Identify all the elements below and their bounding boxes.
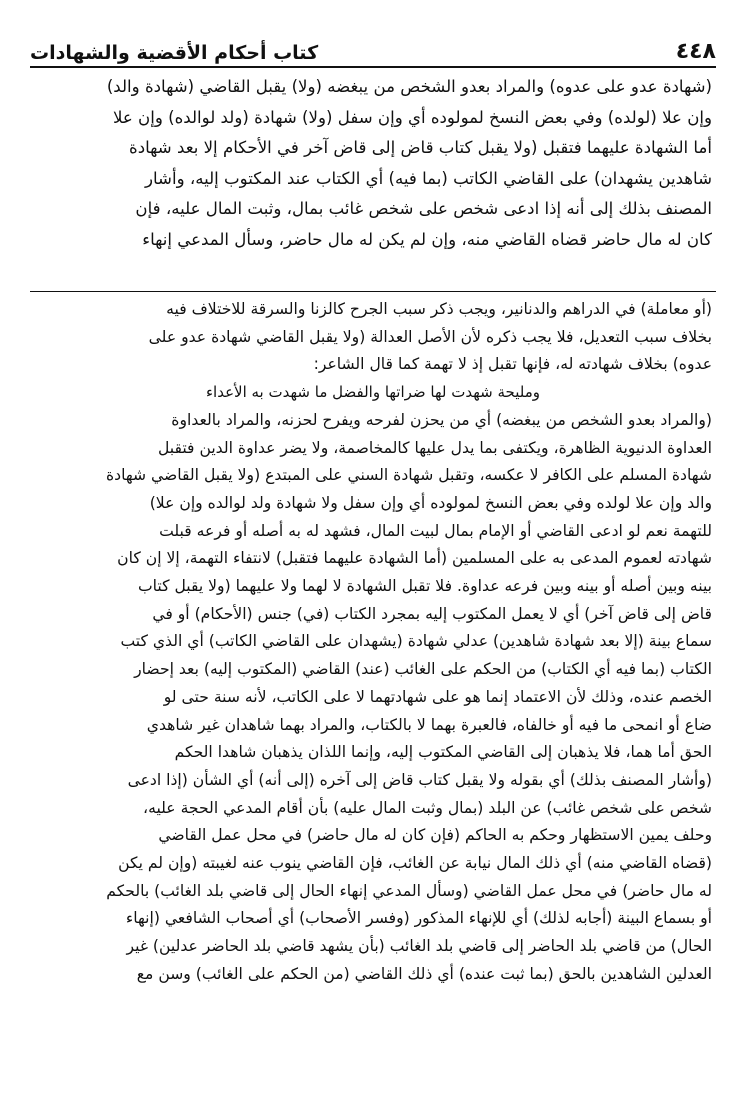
header-rule bbox=[30, 66, 716, 68]
page-header bbox=[30, 30, 716, 64]
page-number: ٤٤٨ bbox=[675, 39, 716, 64]
commentary-line: له مال حاضر) في محل عمل القاضي (وسأل المدعي إنهاء الحال إلى قاضي بلد الغائب) بالحكم bbox=[106, 881, 712, 900]
commentary-line: عدوه) بخلاف شهادته له، فإنها تقبل إذ لا تهمة كما قال الشاعر: bbox=[313, 355, 712, 374]
main-text-line: شاهدين يشهدان) على القاضي الكاتب (بما فيه) أي الكتاب عند المكتوب إليه، وأشار bbox=[144, 168, 712, 188]
main-text-line: كان له مال حاضر قضاه القاضي منه، وإن لم يكن له مال حاضر، وسأل المدعي إنهاء bbox=[142, 229, 712, 249]
commentary-line: شخص على شخص غائب) عن البلد (بمال وثبت المال عليه) بأن أقام المدعي الحجة عليه، bbox=[143, 798, 712, 817]
commentary-line: الخصم عنده، وذلك لأن الاعتماد إنما هو على شهادتهما لا على الكاتب، لأنه سنة حتى لو bbox=[163, 687, 712, 706]
commentary-line: أو بسماع البينة (أجابه لذلك) أي للإنهاء المذكور (وفسر الأصحاب) أي أصحاب الشافعي (إنهاء bbox=[125, 909, 712, 928]
main-text-line: أما الشهادة عليهما فتقبل (ولا يقبل كتاب قاض إلى قاض آخر في الأحكام إلا بعد شهادة bbox=[129, 138, 712, 157]
commentary-line: ضاع أو انمحى ما فيه أو خالفاه، فالعبرة بهما لا بالكتاب، والمراد بهما شاهدان غير شاهدي bbox=[146, 715, 712, 734]
main-text-line: المصنف بذلك إلى أنه إذا ادعى شخص على شخص غائب بمال، وثبت المال عليه، فإن bbox=[135, 199, 712, 218]
main-text-line: وإن علا (لولده) وفي بعض النسخ لمولوده أي وإن سفل (ولا) شهادة (ولد لوالده) وإن علا bbox=[112, 107, 712, 127]
poetry-verse: ومليحة شهدت لها ضراتها والفضل ما شهدت به الأعداء bbox=[205, 383, 540, 402]
main-text-line: (شهادة عدو على عدوه) والمراد بعدو الشخص من يبغضه (ولا) يقبل القاضي (شهادة والد) bbox=[106, 77, 712, 96]
commentary-line: الحق أما هما، فلا يذهبان إلى القاضي المكتوب إليه، وإنما اللذان يذهبان شاهدا الحكم bbox=[174, 743, 712, 762]
main-text bbox=[34, 72, 712, 255]
book-title: كتاب أحكام الأقضية والشهادات bbox=[30, 42, 319, 64]
commentary-line: بينه وبين أصله أو بينه وبين فرعه عداوة. فلا تقبل الشهادة لا لهما ولا عليهما (ولا يقبل كتاب bbox=[137, 577, 712, 596]
footnote-separator bbox=[30, 291, 716, 292]
commentary-line: بخلاف سبب التعديل، فلا يجب ذكره لأن الأصل العدالة (ولا يقبل القاضي شهادة عدو على bbox=[148, 327, 712, 346]
commentary-line: (قضاه القاضي منه) أي ذلك المال نيابة عن الغائب، فإن القاضي ينوب عنه لغيبته (وإن لم يكن bbox=[118, 854, 712, 873]
commentary-line: العداوة الدنيوية الظاهرة، ويكتفى بما يدل عليها كالمخاصمة، ولا يضر عداوة الدين فتقبل bbox=[157, 438, 712, 457]
commentary-line: (أو معاملة) في الدراهم والدنانير، ويجب ذكر سبب الجرح كالزنا والسرقة للاختلاف فيه bbox=[166, 300, 712, 318]
commentary-line: للتهمة نعم لو ادعى القاضي أو الإمام بمال لبيت المال، فشهد له به أصله أو فرعه قبلت bbox=[159, 521, 712, 540]
commentary-line: شهادة المسلم على الكافر لا عكسه، وتقبل شهادة السني على المبتدع (ولا يقبل القاضي شهادة bbox=[105, 466, 712, 485]
commentary-line: العدلين الشاهدين بالحق (بما ثبت عنده) أي ذلك القاضي (من الحكم على الغائب) وسن مع bbox=[136, 964, 712, 983]
commentary-line: وحلف يمين الاستظهار وحكم به الحاكم (فإن كان له مال حاضر) في محل عمل القاضي bbox=[158, 826, 712, 845]
commentary-text bbox=[34, 296, 712, 989]
commentary-line: الحال) من قاضي بلد الحاضر إلى قاضي بلد الغائب (بأن يشهد قاضي بلد الحاضر عدلين) غير bbox=[126, 937, 712, 956]
commentary-line: شهادته لعموم المدعى به على المسلمين (أما الشهادة عليهما فتقبل) لانتفاء التهمة، إلا إن كان bbox=[117, 549, 712, 568]
commentary-line: الكتاب (بما فيه أي الكتاب) من الحكم على الغائب (عند) القاضي (المكتوب إليه) بعد إحضار bbox=[134, 660, 712, 679]
commentary-line: قاض إلى قاض آخر) أي لا يعمل المكتوب إليه بمجرد الكتاب (في) جنس (الأحكام) أو في bbox=[152, 604, 712, 623]
commentary-line: سماع بينة (إلا بعد شهادة شاهدين) عدلي شهادة (يشهدان على القاضي الكاتب) أي الذي كتب bbox=[120, 632, 712, 651]
commentary-line: (وأشار المصنف بذلك) أي بقوله ولا يقبل كتاب قاض إلى آخره (إلى أنه) أي الشأن (إذا ادعى bbox=[127, 770, 712, 789]
commentary-line: والد وإن علا لولده وفي بعض النسخ لمولوده أي وإن سفل ولا شهادة ولد لوالده وإن علا) bbox=[149, 493, 712, 512]
commentary-line: (والمراد بعدو الشخص من يبغضه) أي من يحزن لفرحه ويفرح لحزنه، والمراد بالعداوة bbox=[171, 410, 712, 429]
